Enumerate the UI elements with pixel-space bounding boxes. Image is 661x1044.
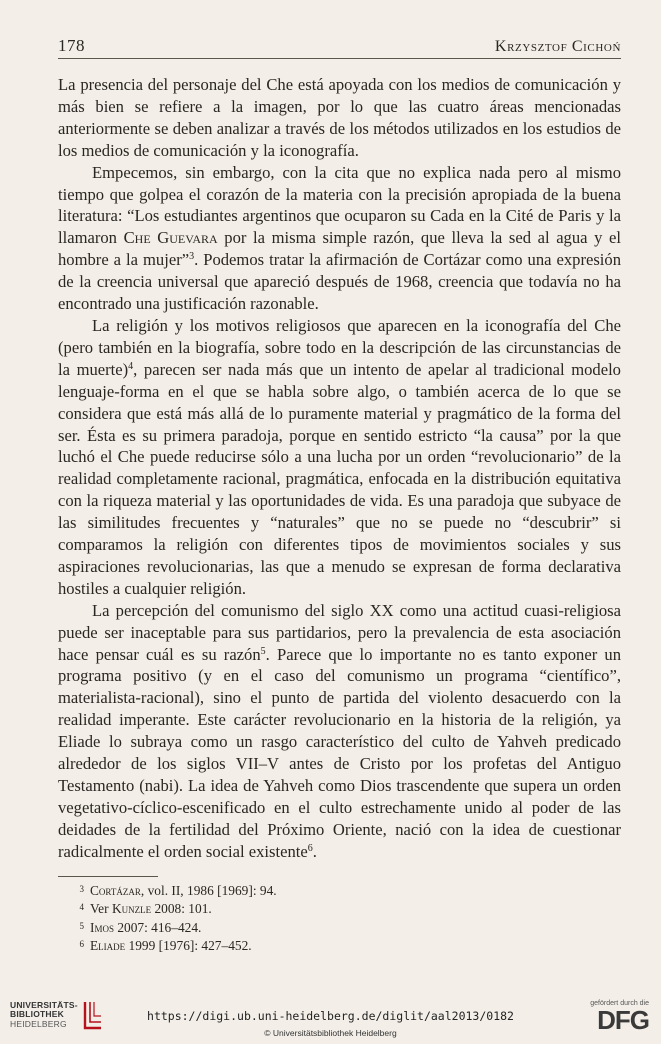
- footnote-3: 3 Cortázar, vol. II, 1986 [1969]: 94.: [79, 883, 277, 898]
- footnote-ref-5[interactable]: 5: [260, 645, 266, 657]
- footnote-4: 4 Ver Kunzle 2008: 101.: [79, 901, 212, 917]
- footnote-5: 5 Imos 2007: 416–424.: [79, 919, 202, 935]
- footnote-ref-6[interactable]: 6: [307, 842, 313, 854]
- header-rule: [58, 58, 621, 59]
- paragraph-2: Empecemos, sin embargo, con la cita que no explica nada pero al mismo tiempo que golpea el corazón de la materia con la precisión apropiada de la buena literatura: “Los estudiantes argentinos que ocuparon su Cada en la Cité de Paris y la llamaron Che Guevara por la misma simple razón, que lleva la sed al agua y el hombre a la mujer”$^3$. Podemos tratar la afirmación de Cortázar como una expresión de la creencia universal que apareció después de 1968, creencia que todavía no ha encontrado una justificación razonable.: [58, 162, 621, 314]
- small-caps-name: Che Guevara: [123, 228, 218, 248]
- running-head-author: Krzysztof Cichoń: [494, 38, 621, 55]
- footnotes: [58, 882, 618, 955]
- footnote-6: 6 Eliade 1999 [1976]: 427–452.: [79, 937, 252, 953]
- university-library-logo[interactable]: UNIVERSITÄTS- BIBLIOTHEK HEIDELBERG: [10, 1000, 104, 1030]
- paragraph-4: La percepción del comunismo del siglo XX como una actitud cuasi-religiosa puede ser inaceptable para sus partidarios, pero la prevalencia de esta asociación hace pensar cuál es su razón$^5$. Parece que lo importante no es tanto exponer un programa positivo (y en el caso del comunismo un programa “científico”, materialista-racional), sino el punto de partida del violento desacuerdo con la realidad imperante. Este carácter revolucionario en la historia de la religión, ya Eliade lo subraya como un rasgo característico del culto de Yahveh predicado alrededor de los siglos VII–V antes de Cristo por los profetas del Antiguo Testamento (nabi). La idea de Yahveh como Dios trascendente que supera un orden vegetativo-cíclico-escenificado en el culto estrechamente unido al poder de las deidades de la fertilidad del Próximo Oriente, nació con la idea de cuestionar radicalmente el orden social existente$^6$.: [58, 600, 621, 861]
- page-header: [58, 36, 621, 56]
- page-number: 178: [58, 36, 85, 55]
- copyright-notice: © Universitätsbibliothek Heidelberg: [264, 1028, 397, 1038]
- footnote-ref-4[interactable]: 4: [128, 360, 134, 372]
- dfg-funding-logo[interactable]: gefördert durch die DFG: [590, 1000, 649, 1035]
- paragraph-1: La presencia del personaje del Che está apoyada con los medios de comunicación y más bien se refiere a la imagen, por lo que las cuatro áreas mencionadas anteriormente se deben analizar a través de los métodos utilizados en los estudios de los medios de comunicación y la iconografía.: [58, 75, 621, 160]
- digitization-url[interactable]: https://digi.ub.uni-heidelberg.de/diglit/aal2013/0182: [147, 1009, 514, 1023]
- paragraph-3: La religión y los motivos religiosos que aparecen en la iconografía del Che (pero también en la biografía, sobre todo en la descripción de las circunstancias de la muerte)$^4$, parecen ser nada más que un intento de apelar al tradicional modelo lenguaje-forma en el que se habla sobre algo, o también acerca de lo que se considera que está más allá de lo puramente material y pragmático de la forma del ser. Ésta es su primera paradoja, porque en sentido estricto “la causa” por la que luchó el Che puede reducirse sólo a una lucha por un orden “revolucionario” de la realidad completamente racional, pragmática, enfocada en la distribución equitativa con la riqueza material y las oportunidades de vida. Es una paradoja que subyace de las similitudes frecuentes y “naturales” que no se puede no “descubrir” si comparamos la religión con diferentes tipos de movimientos sociales y sus aspiraciones revolucionarias, las que a menudo se expresan de forma declarativa hostiles a cualquier religión.: [58, 315, 621, 598]
- footnote-ref-3[interactable]: 3: [189, 251, 195, 263]
- dfg-logo-icon: DFG: [597, 1005, 649, 1035]
- digitization-footer: [0, 998, 661, 1044]
- footnote-rule: [58, 876, 158, 877]
- body-text: [58, 74, 621, 863]
